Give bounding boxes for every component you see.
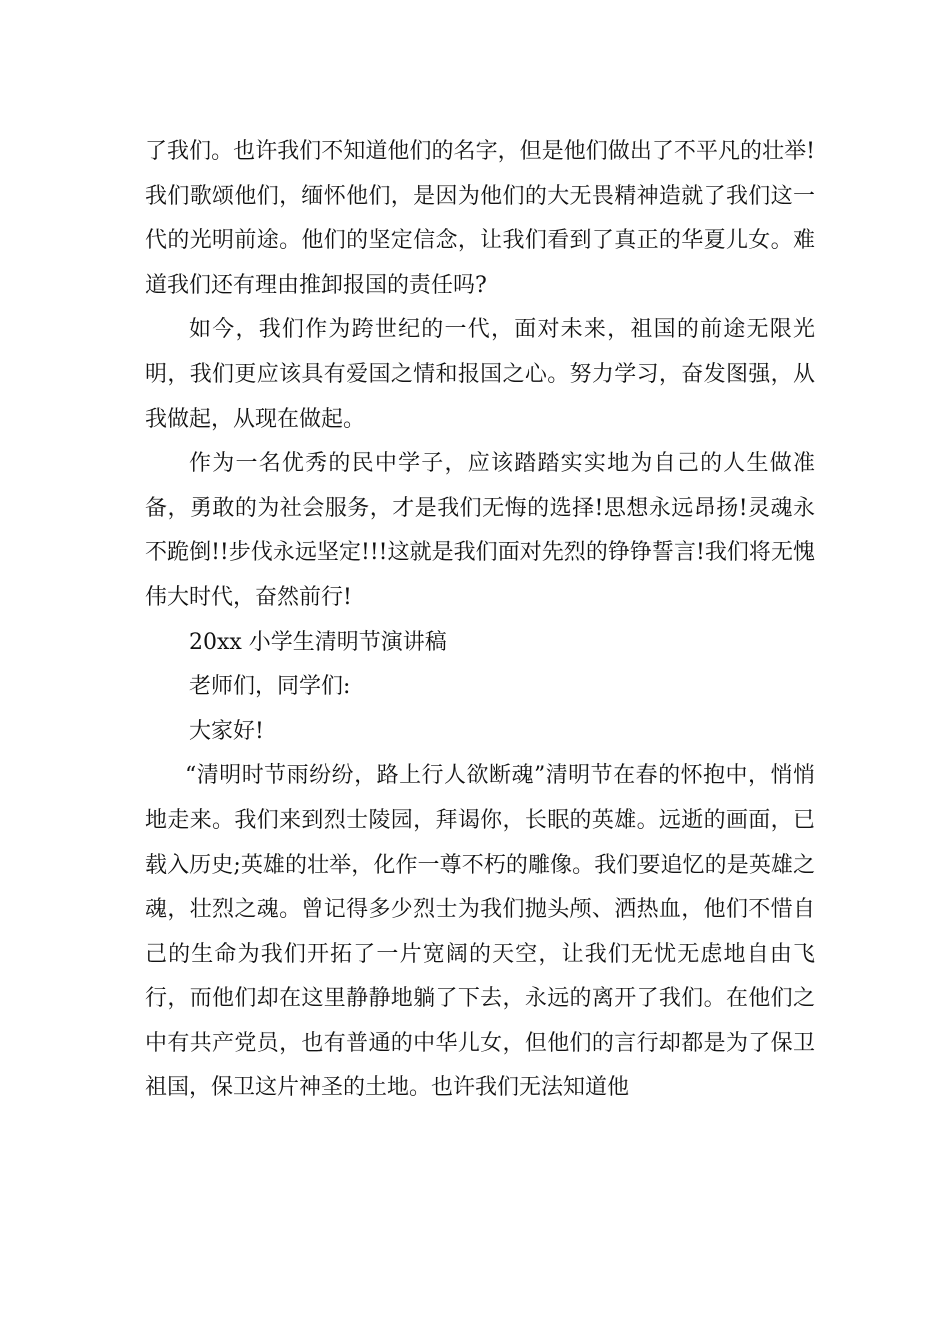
paragraph-continuation: 了我们。也许我们不知道他们的名字，但是他们做出了不平凡的壮举!我们歌颂他们，缅怀他们，是因为他们的大无畏精神造就了我们这一代的光明前途。他们的坚定信念，让我们看到了真正的华夏儿女。难道我们还有理由推卸报国的责任吗? bbox=[145, 139, 815, 298]
paragraph: 如今，我们作为跨世纪的一代，面对未来，祖国的前途无限光明，我们更应该具有爱国之情和报国之心。努力学习，奋发图强，从我做起，从现在做起。 bbox=[145, 317, 815, 432]
paragraph: 作为一名优秀的民中学子，应该踏踏实实地为自己的人生做准备，勇敢的为社会服务，才是我们无悔的选择!思想永远昂扬!灵魂永不跪倒!!步伐永远坚定!!!这就是我们面对先烈的铮铮誓言!我们将无愧伟大时代，奋然前行! bbox=[145, 451, 815, 610]
salutation: 老师们，同学们: bbox=[189, 674, 351, 700]
document-body bbox=[145, 130, 815, 1111]
section-title: 20xx 小学生清明节演讲稿 bbox=[189, 629, 447, 655]
paragraph: “清明时节雨纷纷，路上行人欲断魂”清明节在春的怀抱中，悄悄地走来。我们来到烈士陵园，拜谒你，长眠的英雄。远逝的画面，已载入历史;英雄的壮举，化作一尊不朽的雕像。我们要追忆的是英雄之魂，壮烈之魂。曾记得多少烈士为我们抛头颅、洒热血，他们不惜自己的生命为我们开拓了一片宽阔的天空，让我们无忧无虑地自由飞行，而他们却在这里静静地躺了下去，永远的离开了我们。在他们之中有共产党员，也有普通的中华儿女，但他们的言行却都是为了保卫祖国，保卫这片神圣的土地。也许我们无法知道他 bbox=[145, 763, 815, 1101]
greeting: 大家好! bbox=[189, 718, 264, 744]
